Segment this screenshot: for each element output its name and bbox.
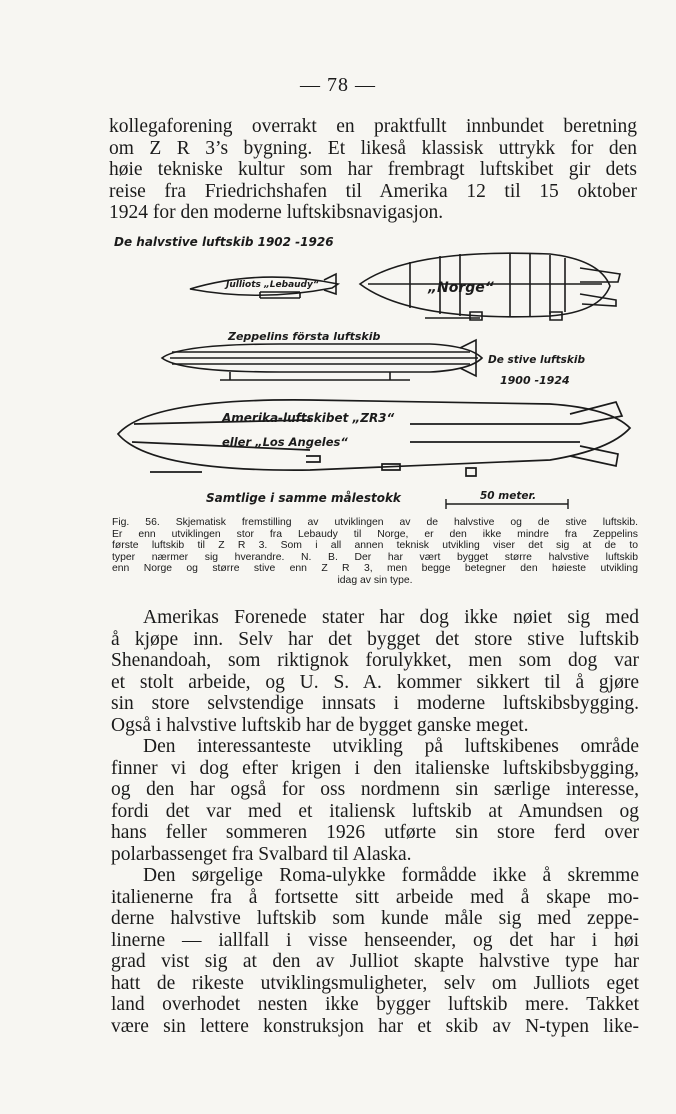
body-line: italienerne fra å fortsette sitt arbeide med å skape mo- — [111, 886, 639, 908]
body-line: Den sørgelige Roma-ulykke formådde ikke å skremme — [143, 865, 639, 886]
body-line: grad vist sig at den av Julliot skapte halvstive type har — [111, 951, 639, 972]
text-line: høie tekniske kultur som har frembragt luftskibet gir dets — [109, 159, 637, 180]
label-scale-note: Samtlige i samme målestokk — [206, 491, 401, 505]
top-paragraph — [109, 116, 637, 224]
caption-line: typer nærmer sig hverandre. N. B. Der har vært bygget større halvstive luftskib — [112, 551, 638, 563]
label-rigid-2: 1900 -1924 — [500, 374, 570, 387]
page-number: — 78 — — [300, 74, 376, 96]
caption-line: idag av sin type. — [337, 574, 413, 586]
body-line: Den interessanteste utvikling på luftskibenes område — [143, 736, 639, 757]
body-line: Amerikas Forenede stater har dog ikke nøiet sig med — [143, 607, 639, 628]
figure-title: De halvstive luftskib 1902 -1926 — [114, 235, 334, 249]
body-line: et stolt arbeide, og U. S. A. kommer sikkert til å gjøre — [111, 671, 639, 693]
label-scale: 50 meter. — [480, 490, 537, 502]
airship-drawing — [110, 228, 640, 516]
body-line: sin store selvstendige innsats i moderne luftskibsbygging. — [111, 693, 639, 714]
text-line: kollegaforening overrakt en praktfullt innbundet beretning — [109, 116, 637, 137]
caption-line: første luftskib til Z R 3. Som i all annen teknisk utvikling viser det sig at de to — [112, 540, 638, 552]
label-julliot: Julliots „Lebaudy“ — [226, 280, 319, 290]
body-line: hans feller sommeren 1926 utførte sin store ferd over — [111, 822, 639, 843]
label-rigid-1: De stive luftskib — [488, 354, 585, 366]
airship-figure — [110, 228, 640, 516]
label-zeppelin: Zeppelins första luftskib — [228, 330, 381, 343]
body-line: Også i halvstive luftskib har de bygget ganske meget. — [111, 714, 529, 736]
body-line: og den har også for oss nordmenn sin særlige interesse, — [111, 779, 639, 800]
body-line: polarbassenget fra Svalbard til Alaska. — [111, 843, 412, 865]
caption-line: enn Norge og større stive enn Z R 3, men begge betegner den høieste utvikling — [112, 563, 638, 575]
caption-line: Fig. 56. Skjematisk fremstilling av utviklingen av de halvstive og de stive luftskib. — [112, 517, 638, 528]
body-line: fordi det var med et italiensk luftskib at Amundsen og — [111, 800, 639, 822]
text-line: 1924 for den moderne luftskibsnavigasjon. — [109, 202, 444, 223]
text-line: reise fra Friedrichshafen til Amerika 12 til 15 oktober — [109, 180, 637, 202]
figure-caption — [112, 517, 638, 587]
body-line: derne halvstive luftskib som kunde måle sig med zeppe- — [111, 908, 639, 929]
body-paragraphs — [111, 607, 639, 1037]
zeppelin-first-airship — [162, 340, 482, 380]
label-zr3-2: eller „Los Angeles“ — [222, 435, 348, 449]
body-line: å kjøpe inn. Selv har det bygget det store stive luftskib — [111, 628, 639, 650]
body-line: land overhodet nesten ikke bygger luftskib mere. Takket — [111, 994, 639, 1015]
label-norge: „Norge“ — [428, 280, 494, 296]
body-line: Shenandoah, som riktignok forulykket, men som dog var — [111, 650, 639, 671]
body-line: være sin lettere konstruksjon har et skib av N-typen like- — [111, 1015, 639, 1037]
body-line: finner vi dog efter krigen i den italienske luftskibsbygging, — [111, 757, 639, 779]
body-line: hatt de rikeste utviklingsmuligheter, selv om Julliots eget — [111, 972, 639, 994]
caption-line: Er enn utviklingen stor fra Lebaudy til Norge, er den ikke mindre fra Zeppelins — [112, 528, 638, 540]
label-zr3-1: Amerika-luftskibet „ZR3“ — [222, 411, 395, 425]
body-line: linerne — iallfall i visse henseender, og det har i høi — [111, 929, 639, 951]
text-line: om Z R 3’s bygning. Et likeså klassisk uttrykk for den — [109, 137, 637, 159]
